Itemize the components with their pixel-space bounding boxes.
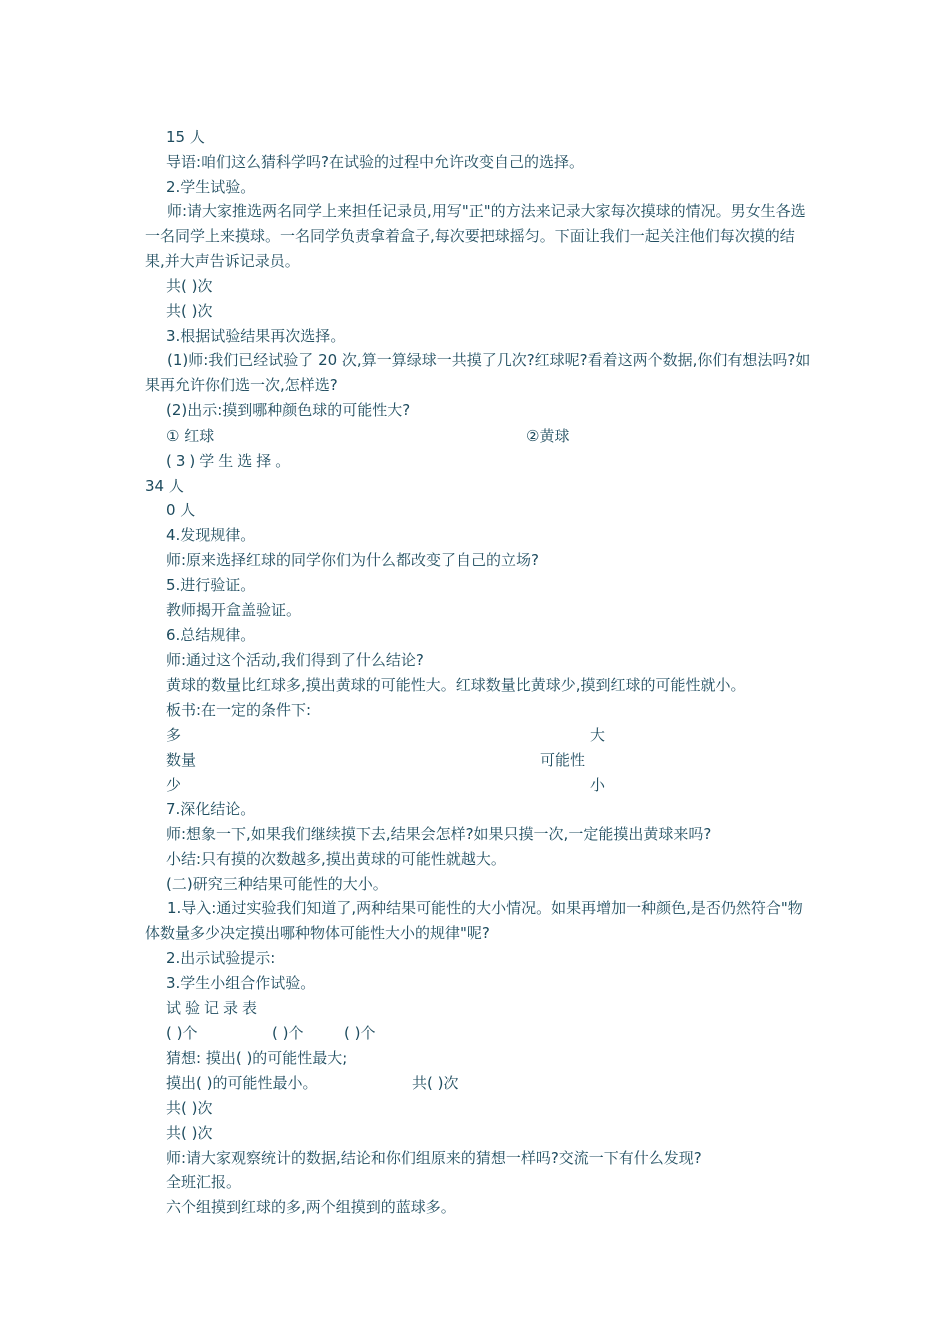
- text-line: 导语:咱们这么猜科学吗?在试验的过程中允许改变自己的选择。: [166, 153, 585, 171]
- board-label-big: 大: [590, 726, 606, 744]
- board-label-small: 小: [590, 776, 606, 794]
- text-line: 师:原来选择红球的同学你们为什么都改变了自己的立场?: [166, 551, 540, 569]
- text-paragraph: 1.导入:通过实验我们知道了,两种结果可能性的大小情况。如果再增加一种颜色,是否仍然符合"物体数量多少决定摸出哪种物体可能性大小的规律"呢?: [145, 899, 803, 942]
- table-title: 试验记录表: [166, 999, 262, 1017]
- text-line: 猜想: 摸出( )的可能性最大;: [166, 1049, 348, 1067]
- board-label-possibility: 可能性: [540, 751, 586, 769]
- text-line: 6.总结规律。: [166, 626, 256, 644]
- text-line: 3.学生小组合作试验。: [166, 974, 316, 992]
- text-paragraph: (1)师:我们已经试验了 20 次,算一算绿球一共摸了几次?红球呢?看着这两个数据,你们有想法吗?如果再允许你们选一次,怎样选?: [145, 351, 811, 394]
- blank-count: ( )个: [272, 1024, 304, 1042]
- board-label-more: 多: [166, 726, 182, 744]
- blank-total: 共( )次: [412, 1074, 459, 1092]
- board-label-less: 少: [166, 776, 182, 794]
- text-line: 师:通过这个活动,我们得到了什么结论?: [166, 651, 424, 669]
- option-red-ball: ① 红球: [166, 427, 215, 445]
- board-label-quantity: 数量: [166, 751, 197, 769]
- text-line: 摸出( )的可能性最小。: [166, 1074, 318, 1092]
- option-yellow-ball: ②黄球: [526, 427, 570, 445]
- text-line: 师:想象一下,如果我们继续摸下去,结果会怎样?如果只摸一次,一定能摸出黄球来吗?: [166, 825, 712, 843]
- blank-count: ( )个: [166, 1024, 198, 1042]
- text-line: 共( )次: [166, 277, 213, 295]
- text-line: 5.进行验证。: [166, 576, 256, 594]
- blank-total: 共( )次: [166, 1124, 213, 1142]
- blank-count: ( )个: [344, 1024, 376, 1042]
- text-line: 师:请大家观察统计的数据,结论和你们组原来的猜想一样吗?交流一下有什么发现?: [166, 1149, 702, 1167]
- text-line: 3.根据试验结果再次选择。: [166, 327, 346, 345]
- text-line: 0 人: [166, 501, 196, 519]
- text-line: 15 人: [166, 128, 205, 146]
- text-line: 板书:在一定的条件下:: [166, 701, 312, 719]
- text-line: 小结:只有摸的次数越多,摸出黄球的可能性就越大。: [166, 850, 506, 868]
- blank-total: 共( )次: [166, 1099, 213, 1117]
- text-line: 全班汇报。: [166, 1173, 242, 1191]
- text-line: (3)学生选择。: [166, 452, 295, 470]
- text-line: 黄球的数量比红球多,摸出黄球的可能性大。红球数量比黄球少,摸到红球的可能性就小。: [166, 676, 746, 694]
- text-line: 教师揭开盒盖验证。: [166, 601, 302, 619]
- text-line: 7.深化结论。: [166, 800, 256, 818]
- text-line: 共( )次: [166, 302, 213, 320]
- text-line: 2.出示试验提示:: [166, 949, 276, 967]
- text-line: 34 人: [145, 477, 184, 495]
- text-line: 2.学生试验。: [166, 178, 256, 196]
- text-line: (二)研究三种结果可能性的大小。: [166, 875, 388, 893]
- text-line: (2)出示:摸到哪种颜色球的可能性大?: [166, 401, 411, 419]
- text-line: 六个组摸到红球的多,两个组摸到的蓝球多。: [166, 1198, 456, 1216]
- text-line: 4.发现规律。: [166, 526, 256, 544]
- text-paragraph: 师:请大家推选两名同学上来担任记录员,用写"正"的方法来记录大家每次摸球的情况。男女生各选一名同学上来摸球。一名同学负责拿着盒子,每次要把球摇匀。下面让我们一起关注他们每次摸的结果,并大声告诉记录员。: [145, 202, 806, 270]
